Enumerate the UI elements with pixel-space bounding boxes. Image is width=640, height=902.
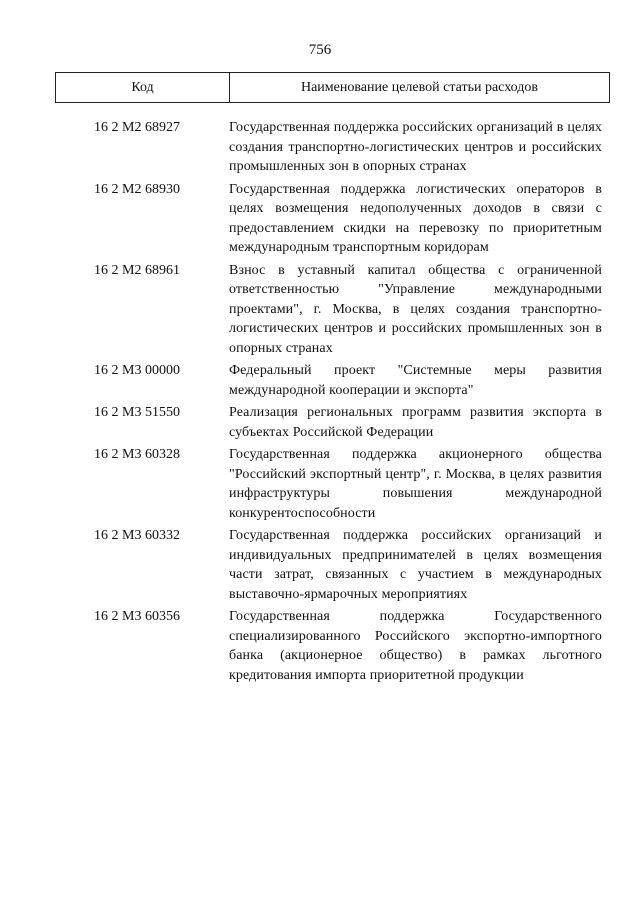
row-code: 16 2 M2 68927 (94, 120, 180, 135)
row-code: 16 2 M2 68930 (94, 181, 180, 197)
row-name: Государственная поддержка логистических операторов в целях возмещения недополученных доходов в связи с предоставлением скидки на перевозку по приоритетным международным транспортным коридорам (229, 181, 602, 255)
table-row (0, 180, 640, 258)
header-code: Код (56, 73, 230, 102)
table-row (0, 261, 640, 359)
table-body (0, 118, 640, 688)
row-code: 16 2 M2 68961 (94, 262, 180, 278)
page-number: 756 (308, 42, 332, 58)
row-code: 16 2 M3 60332 (94, 528, 180, 543)
row-name: Государственная поддержка российских организаций в целях создания транспортно-логистических центров и российских промышленных зон в опорных странах (229, 120, 602, 174)
header-name: Наименование целевой статьи расходов (300, 79, 539, 95)
table-row (0, 118, 640, 177)
row-name: Государственная поддержка Государственного специализированного Российского экспортно-импортного банка (акционерное общество) в рамках льготного кредитования импорта приоритетной продукции (229, 609, 602, 683)
row-code: 16 2 M3 60328 (94, 447, 180, 462)
row-name: Государственная поддержка акционерного общества "Российский экспортный центр", г. Москва, в целях развития инфраструктуры повышения международной конкурентоспособности (229, 447, 602, 521)
row-code: 16 2 M3 00000 (94, 363, 180, 378)
row-code: 16 2 M3 60356 (94, 609, 180, 624)
row-name: Федеральный проект "Системные меры развития международной кооперации и экспорта" (229, 363, 602, 398)
table-row (0, 607, 640, 685)
table-row (0, 361, 640, 400)
row-name: Реализация региональных программ развития экспорта в субъектах Российской Федерации (229, 405, 602, 440)
table-row (0, 403, 640, 442)
table-row (0, 526, 640, 604)
row-name: Государственная поддержка российских организаций и индивидуальных предпринимателей в целях возмещения части затрат, связанных с участием в международных выставочно-ярмарочных мероприятиях (229, 528, 602, 602)
row-name: Взнос в уставный капитал общества с ограниченной ответственностью "Управление международными проектами", г. Москва, в целях создания транспортно-логистических центров и российских промышленных зон в опорных странах (229, 262, 602, 356)
table-header (55, 72, 610, 103)
table-row (0, 445, 640, 523)
row-code: 16 2 M3 51550 (94, 405, 180, 420)
